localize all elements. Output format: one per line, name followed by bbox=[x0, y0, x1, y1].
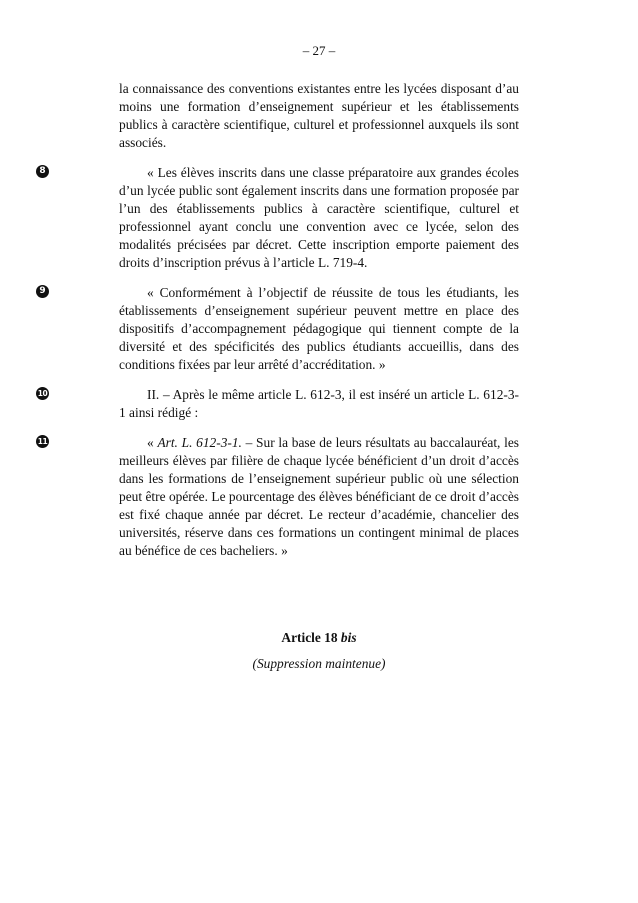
paragraph-9 bbox=[39, 284, 519, 374]
article-reference: Art. L. 612-3-1. bbox=[157, 435, 242, 450]
paragraph-11 bbox=[37, 434, 520, 560]
alinea-marker-11: 11 bbox=[37, 437, 48, 446]
paragraph-10 bbox=[37, 386, 519, 422]
document-body bbox=[37, 80, 520, 572]
paragraph-11-lead: « bbox=[147, 435, 158, 450]
article-heading-suffix: bis bbox=[340, 630, 357, 645]
alinea-marker-8: 8 bbox=[36, 165, 49, 178]
paragraph-8 bbox=[39, 164, 519, 272]
article-heading-prefix: Article 18 bbox=[281, 630, 341, 645]
alinea-marker-10: 10 bbox=[37, 389, 48, 398]
article-note: (Suppression maintenue) bbox=[252, 656, 386, 671]
article-heading bbox=[0, 630, 638, 646]
page-number: – 27 – bbox=[302, 43, 336, 58]
paragraph-9-text: « Conformément à l’objectif de réussite de tous les étudiants, les établissements d’enseignement supérieur peuvent mettre en place des dispositifs d’accompagnement pédagogique qui tiennent compte de la diversité et des spécificités des publics étudiants accueillis, dans des conditions fixées par leur arrêté d’accréditation. » bbox=[119, 285, 519, 372]
paragraph-10-text: II. – Après le même article L. 612-3, il est inséré un article L. 612-3-1 ainsi rédigé : bbox=[119, 387, 519, 420]
alinea-marker-9: 9 bbox=[36, 285, 49, 298]
paragraph-8-text: « Les élèves inscrits dans une classe préparatoire aux grandes écoles d’un lycée public sont également inscrits dans une formation proposée par l’un des établissements publics à caractère scientifique, culturel et professionnel ayant conclu une convention avec ce lycée, selon des modalités précisées par décret. Cette inscription emporte paiement des droits d’inscription prévus à l’article L. 719-4. bbox=[119, 165, 519, 270]
paragraph-11-text: – Sur la base de leurs résultats au baccalauréat, les meilleurs élèves par filière de chaque lycée bénéficient d’un droit d’accès dans les formations de l’enseignement supérieur public où une sélection peut être opérée. Le pourcentage des élèves bénéficiant de ce droit d’accès est fixé chaque année par décret. Le recteur d’académie, chancelier des universités, réserve dans ces formations un contingent minimal de places au bénéfice de ces bacheliers. » bbox=[119, 435, 520, 558]
paragraph-continuation: la connaissance des conventions existantes entre les lycées disposant d’au moins une formation d’enseignement supérieur et les établissements publics à caractère scientifique, culturel et professionnel auxquels ils sont associés. bbox=[119, 81, 519, 150]
